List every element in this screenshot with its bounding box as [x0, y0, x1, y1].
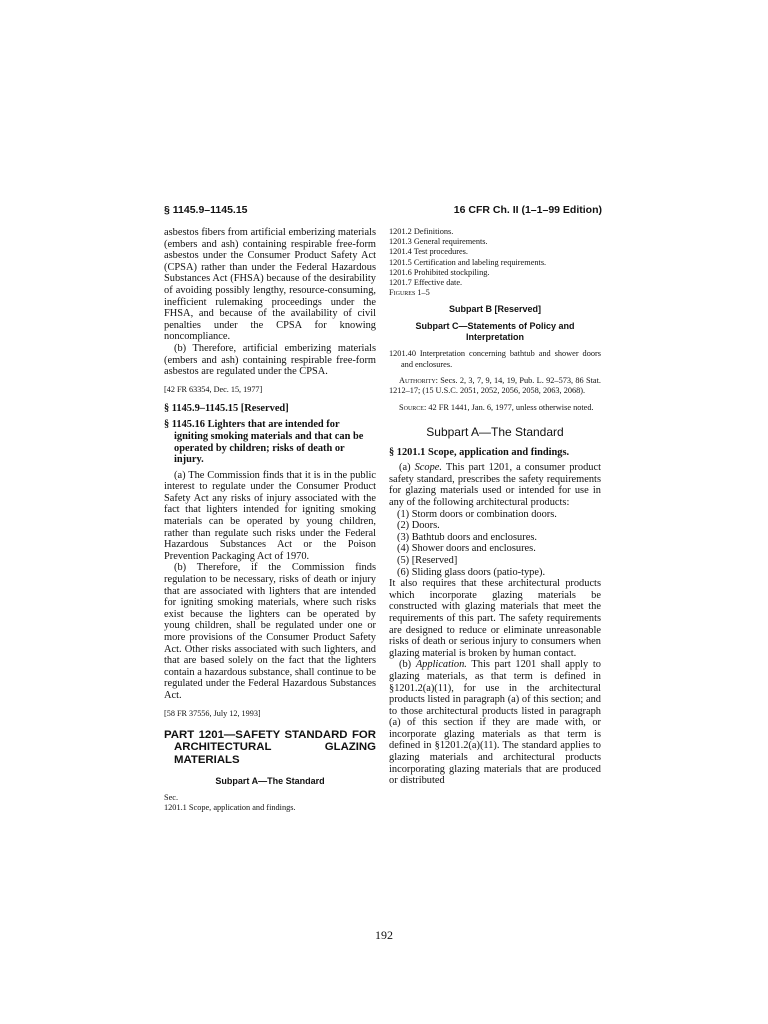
list-item: (1) Storm doors or combination doors.: [397, 508, 557, 520]
source-citation: [58 FR 37556, July 12, 1993]: [164, 708, 261, 718]
right-column: [389, 227, 601, 787]
paragraph: (b) Therefore, artificial emberizing materials (embers and ash) containing respirable free-form asbestos are regulated under the CPSA.: [164, 342, 376, 378]
subpart-heading: Subpart A—The Standard: [426, 425, 564, 440]
section-heading: § 1145.16 Lighters that are intended for igniting smoking materials and that can be operated by children; risks of death or injury.: [164, 419, 364, 466]
section-heading: § 1145.9–1145.15 [Reserved]: [164, 402, 289, 414]
running-header-right: 16 CFR Ch. II (1–1–99 Edition): [453, 204, 602, 216]
authority-label: Authority:: [399, 375, 438, 385]
authority-note: [389, 376, 601, 397]
list-item: (6) Sliding glass doors (patio-type).: [397, 566, 546, 578]
list-item: (4) Shower doors and enclosures.: [397, 543, 536, 555]
subpart-heading: Subpart B [Reserved]: [448, 304, 542, 315]
source-label: Source:: [399, 402, 427, 412]
list-item: (2) Doors.: [397, 520, 440, 532]
toc-item: 1201.4 Test procedures.: [389, 247, 468, 257]
subpart-heading: Subpart C—Statements of Policy and Interpretation: [415, 321, 575, 343]
toc-item: 1201.40 Interpretation concerning bathtub and shower doors and enclosures.: [389, 349, 601, 369]
subpart-heading: Subpart A—The Standard: [215, 776, 325, 787]
source-text: 42 FR 1441, Jan. 6, 1977, unless otherwise noted.: [428, 402, 594, 412]
list-item: (3) Bathtub doors and enclosures.: [397, 531, 537, 543]
paragraph: (a) The Commission finds that it is in the public interest to regulate under the Consumer Product Safety Act any risks of injury associated with the fact that lighters intended for igniting smoking materials can be operated by young children, rather than regulate such risks under the Federal Hazardous Substances Act or the Poison Prevention Packaging Act of 1970.: [164, 469, 376, 562]
toc-item: 1201.2 Definitions.: [389, 227, 454, 236]
paragraph: (b) Therefore, if the Commission finds regulation to be necessary, risks of death or injury that are associated with lighters that are intended for igniting smoking materials, where such risks exist because the lighters can be operated by young children, shall be regulated under one or more provisions of the Consumer Product Safety Act. Other risks associated with such lighters, and that are based solely on the fact that the lighters contain a hazardous substance, shall continue to be regulated under the Federal Hazardous Substances Act.: [164, 562, 376, 701]
toc-item: 1201.1 Scope, application and findings.: [164, 803, 296, 813]
paragraph-lead: (b): [399, 659, 412, 671]
paragraph: asbestos fibers from artificial emberizing materials (embers and ash) containing respirable free-form asbestos under the Consumer Product Safety Act (CPSA) rather than under the Federal Hazardous Substances Act (FHSA) because of the desirability of avoiding possibly lengthy, resource-consuming, inefficient rulemaking proceedings under the FHSA, and because of the availability of civil penalties under the CPSA for knowing noncompliance.: [164, 227, 376, 343]
section-heading: § 1201.1 Scope, application and findings.: [389, 446, 570, 458]
paragraph-lead: (a): [399, 462, 411, 474]
paragraph-text: This part 1201 shall apply to glazing materials, as that term is defined in §1201.2(a)(11), for use in the architectural products listed in paragraph (a) of this section; and to those architectural products listed in paragraph (a) of this section if they are made with, or incorporate glazing materials as that term is defined in §1201.2(a)(11). The standard applies to glazing materials and architectural products incorporating glazing materials that are produced or distributed: [389, 659, 601, 787]
part-heading: PART 1201—SAFETY STANDARD FOR ARCHITECTURAL GLAZING MATERIALS: [164, 728, 376, 766]
left-column: [164, 227, 376, 813]
toc-item: 1201.7 Effective date.: [389, 278, 463, 288]
paragraph: [389, 659, 601, 787]
toc-label: Sec.: [164, 793, 179, 803]
source-citation: [42 FR 63354, Dec. 15, 1977]: [164, 384, 263, 394]
toc-item: 1201.6 Prohibited stockpiling.: [389, 267, 490, 277]
running-header-left: § 1145.9–1145.15: [164, 204, 248, 216]
paragraph-text: This part 1201, a consumer product safety standard, prescribes the safety requirements for glazing materials used or intended for use in any of the following architectural products:: [389, 462, 601, 509]
toc-item: 1201.3 General requirements.: [389, 237, 488, 247]
paragraph: It also requires that these architectural products which incorporate glazing materials be constructed with glazing materials that meet the requirements of this part. The safety requirements are designed to reduce or eliminate unreasonable risks of death or serious injury to consumers when glazing material is broken by human contact.: [389, 578, 601, 659]
list-item: (5) [Reserved]: [397, 554, 458, 566]
paragraph-title: Scope.: [414, 462, 443, 474]
toc-item: 1201.5 Certification and labeling requirements.: [389, 257, 547, 267]
page-number: 192: [375, 928, 393, 942]
paragraph-title: Application.: [415, 659, 467, 671]
figures-label: Figures 1–5: [389, 288, 430, 298]
authority-text: Secs. 2, 3, 7, 9, 14, 19, Pub. L. 92–573, 86 Stat. 1212–17; (15 U.S.C. 2051, 2052, 2056, 2058, 2063, 2068).: [389, 375, 601, 396]
source-note: [389, 403, 601, 413]
paragraph: [389, 462, 601, 508]
